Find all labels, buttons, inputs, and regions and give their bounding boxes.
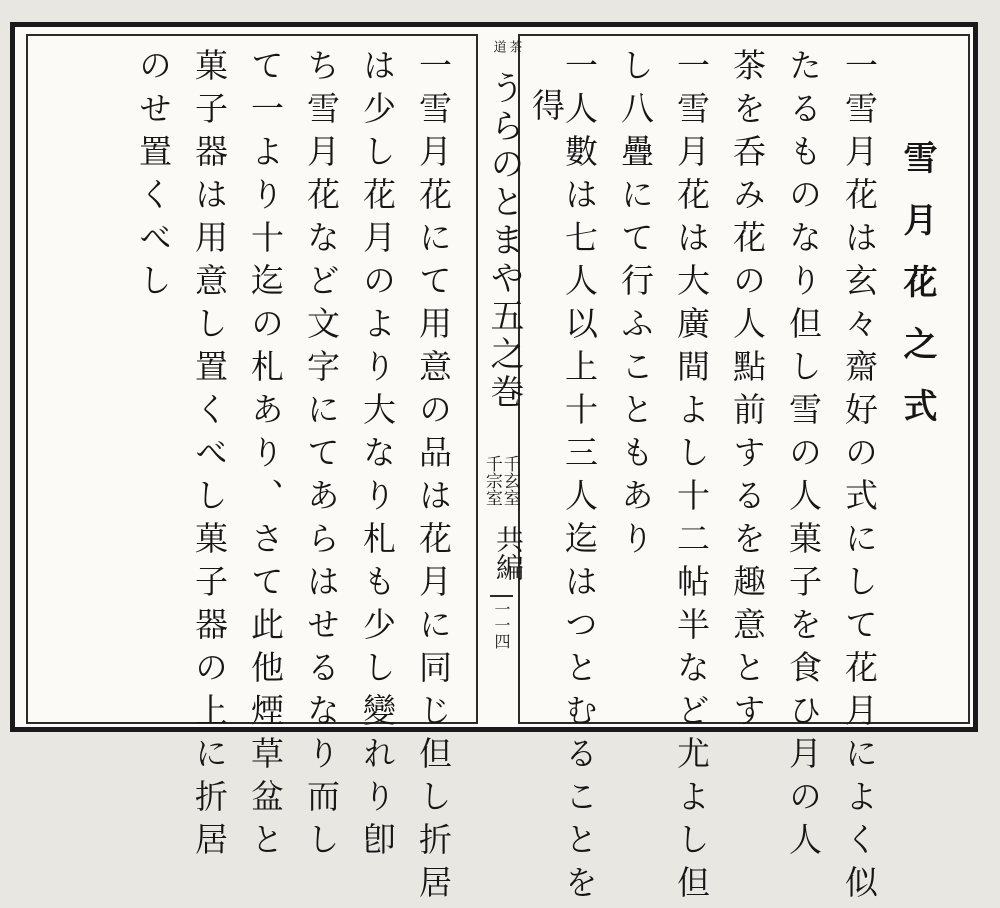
right-column-7: 得 xyxy=(527,88,566,131)
spine-line-left xyxy=(476,34,478,724)
right-column-3: 茶を呑み花の人點前するを趣意とす xyxy=(728,48,767,736)
left-column-4: て一より十迄の札あり、さて此他煙草盆と xyxy=(246,48,285,865)
right-column-2: たるものなり但し雪の人菓子を食ひ月の人 xyxy=(784,48,823,865)
right-column-5: し八疊にて行ふこともあり xyxy=(616,48,655,564)
spine-series-line-1: 茶 xyxy=(506,40,522,53)
spine-series-line-2: 道 xyxy=(490,40,506,53)
right-column-1: 一雪月花は玄々齋好の式にして花月によく似 xyxy=(840,48,879,908)
right-column-6: 一人數は七人以上十三人迄はつとむることを xyxy=(560,48,599,908)
spine-edit-label: 共編 xyxy=(492,525,525,581)
spine-author-1: 千玄室 xyxy=(499,455,520,506)
left-column-6: のせ置くべし xyxy=(134,48,173,306)
section-title: 雪月花之式 xyxy=(897,140,937,450)
spine-author-2: 千宗室 xyxy=(481,455,502,506)
right-column-4: 一雪月花は大廣間よし十二帖半など尤よし但 xyxy=(672,48,711,908)
spine-authors xyxy=(482,455,518,506)
page-number: 一一四 xyxy=(490,595,513,649)
spine-series-label xyxy=(490,40,521,53)
left-column-1: 一雪月花にて用意の品は花月に同じ但し折居 xyxy=(414,48,453,908)
spine-book-title: うらのとまや五之巻 xyxy=(484,70,524,412)
left-column-5: 菓子器は用意し置くべし菓子器の上に折居 xyxy=(190,48,229,865)
left-column-3: ち雪月花など文字にてあらはせるなり而し xyxy=(302,48,341,865)
left-column-2: は少し花月のより大なり札も少し變れり卽 xyxy=(358,48,397,865)
